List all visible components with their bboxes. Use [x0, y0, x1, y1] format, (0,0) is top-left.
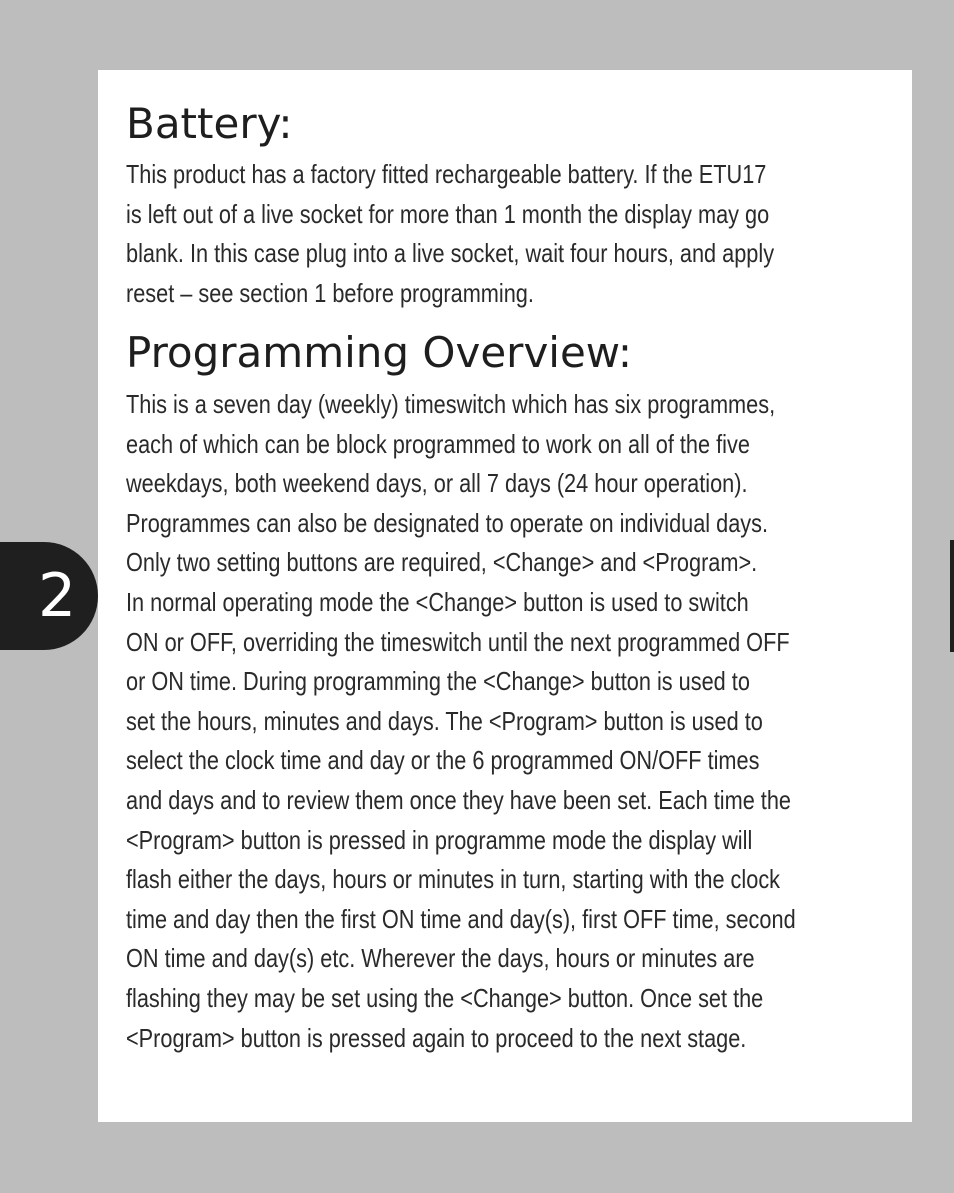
programming-line: ON or OFF, overriding the timeswitch until the next programmed OFF [126, 626, 790, 657]
battery-line: is left out of a live socket for more than 1 month the display may go [126, 198, 770, 229]
programming-line: or ON time. During programming the <Change> button is used to [126, 666, 750, 697]
programming-line: <Program> button is pressed in programme mode the display will [126, 824, 753, 855]
battery-line: This product has a factory fitted rechargeable battery. If the ETU17 [126, 159, 767, 189]
manual-page [98, 70, 912, 1122]
battery-line: blank. In this case plug into a live socket, wait four hours, and apply [126, 238, 775, 269]
programming-line: <Program> button is pressed again to proceed to the next stage. [126, 1022, 747, 1053]
programming-line: each of which can be block programmed to work on all of the five [126, 428, 750, 459]
programming-line: Programmes can also be designated to operate on individual days. [126, 507, 769, 538]
edge-marker [950, 540, 954, 652]
programming-line: time and day then the first ON time and day(s), first OFF time, second [126, 903, 796, 934]
programming-line: In normal operating mode the <Change> button is used to switch [126, 586, 749, 617]
programming-overview-heading: Programming Overview: [126, 328, 633, 377]
battery-line: reset – see section 1 before programming. [126, 277, 534, 308]
programming-line: flashing they may be set using the <Change> button. Once set the [126, 982, 764, 1013]
battery-paragraph [126, 155, 774, 313]
programming-line: Only two setting buttons are required, <Change> and <Program>. [126, 547, 758, 578]
programming-line: weekdays, both weekend days, or all 7 days (24 hour operation). [126, 468, 748, 499]
programming-line: This is a seven day (weekly) timeswitch which has six programmes, [126, 389, 776, 419]
programming-line: select the clock time and day or the 6 programmed ON/OFF times [126, 745, 760, 776]
programming-line: set the hours, minutes and days. The <Program> button is used to [126, 705, 763, 736]
programming-overview-paragraph [126, 385, 796, 1058]
page-number-tab: 2 [0, 542, 98, 650]
programming-line: ON time and day(s) etc. Wherever the days, hours or minutes are [126, 943, 755, 974]
programming-line: and days and to review them once they have been set. Each time the [126, 784, 791, 815]
battery-heading: Battery: [126, 99, 293, 148]
programming-line: flash either the days, hours or minutes in turn, starting with the clock [126, 864, 781, 895]
